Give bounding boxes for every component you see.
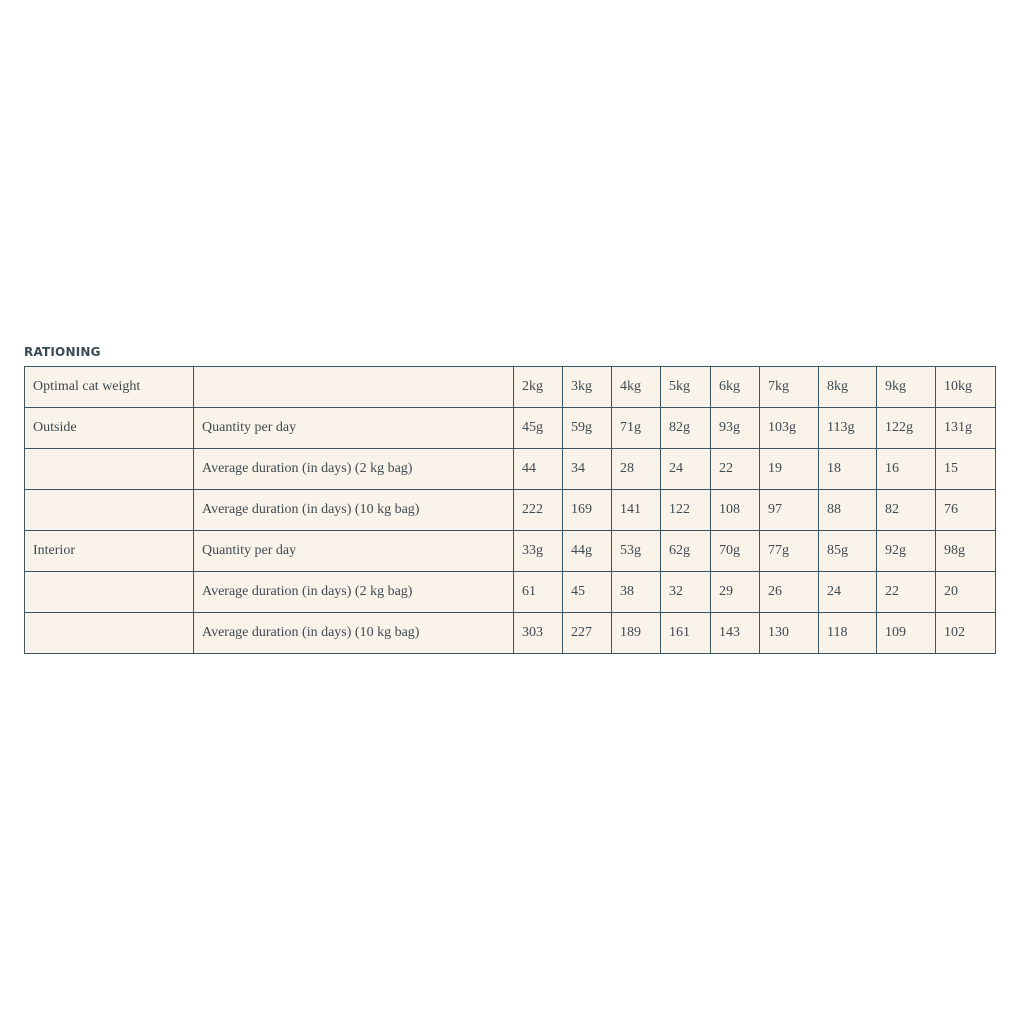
value-cell: 26 [760, 572, 819, 613]
value-cell: 22 [711, 449, 760, 490]
group-cell [25, 572, 194, 613]
header-row [25, 367, 996, 408]
value-cell: 143 [711, 613, 760, 654]
group-cell [25, 613, 194, 654]
value-cell: 303 [514, 613, 563, 654]
metric-cell: Average duration (in days) (2 kg bag) [194, 572, 514, 613]
value-cell: 131g [936, 408, 996, 449]
table-row [25, 490, 996, 531]
value-cell: 102 [936, 613, 996, 654]
value-cell: 15 [936, 449, 996, 490]
value-cell: 118 [819, 613, 877, 654]
group-cell: Outside [25, 408, 194, 449]
metric-cell: Average duration (in days) (10 kg bag) [194, 490, 514, 531]
metric-cell: Quantity per day [194, 408, 514, 449]
value-cell: 44 [514, 449, 563, 490]
value-cell: 122 [661, 490, 711, 531]
metric-cell: Quantity per day [194, 531, 514, 572]
weight-header: 5kg [661, 367, 711, 408]
value-cell: 22 [877, 572, 936, 613]
value-cell: 169 [563, 490, 612, 531]
weight-header: 7kg [760, 367, 819, 408]
value-cell: 161 [661, 613, 711, 654]
value-cell: 32 [661, 572, 711, 613]
value-cell: 77g [760, 531, 819, 572]
table-row [25, 408, 996, 449]
value-cell: 98g [936, 531, 996, 572]
value-cell: 141 [612, 490, 661, 531]
value-cell: 113g [819, 408, 877, 449]
value-cell: 227 [563, 613, 612, 654]
value-cell: 24 [661, 449, 711, 490]
weight-header: 9kg [877, 367, 936, 408]
value-cell: 189 [612, 613, 661, 654]
weight-header: 8kg [819, 367, 877, 408]
header-label: Optimal cat weight [25, 367, 194, 408]
value-cell: 109 [877, 613, 936, 654]
metric-cell: Average duration (in days) (10 kg bag) [194, 613, 514, 654]
value-cell: 45 [563, 572, 612, 613]
weight-header: 10kg [936, 367, 996, 408]
value-cell: 38 [612, 572, 661, 613]
weight-header: 3kg [563, 367, 612, 408]
value-cell: 85g [819, 531, 877, 572]
value-cell: 76 [936, 490, 996, 531]
header-sub-label [194, 367, 514, 408]
value-cell: 34 [563, 449, 612, 490]
weight-header: 4kg [612, 367, 661, 408]
table-row [25, 531, 996, 572]
rationing-table [24, 366, 996, 654]
value-cell: 18 [819, 449, 877, 490]
value-cell: 92g [877, 531, 936, 572]
value-cell: 16 [877, 449, 936, 490]
value-cell: 61 [514, 572, 563, 613]
value-cell: 122g [877, 408, 936, 449]
group-cell: Interior [25, 531, 194, 572]
value-cell: 71g [612, 408, 661, 449]
value-cell: 20 [936, 572, 996, 613]
metric-cell: Average duration (in days) (2 kg bag) [194, 449, 514, 490]
weight-header: 6kg [711, 367, 760, 408]
value-cell: 130 [760, 613, 819, 654]
value-cell: 62g [661, 531, 711, 572]
value-cell: 29 [711, 572, 760, 613]
section-title: RATIONING [24, 345, 101, 359]
value-cell: 28 [612, 449, 661, 490]
value-cell: 93g [711, 408, 760, 449]
value-cell: 88 [819, 490, 877, 531]
value-cell: 222 [514, 490, 563, 531]
value-cell: 45g [514, 408, 563, 449]
value-cell: 108 [711, 490, 760, 531]
value-cell: 82g [661, 408, 711, 449]
value-cell: 82 [877, 490, 936, 531]
value-cell: 19 [760, 449, 819, 490]
table-row [25, 613, 996, 654]
value-cell: 53g [612, 531, 661, 572]
value-cell: 24 [819, 572, 877, 613]
table-row [25, 572, 996, 613]
value-cell: 44g [563, 531, 612, 572]
value-cell: 33g [514, 531, 563, 572]
table-row [25, 449, 996, 490]
value-cell: 103g [760, 408, 819, 449]
weight-header: 2kg [514, 367, 563, 408]
value-cell: 97 [760, 490, 819, 531]
value-cell: 70g [711, 531, 760, 572]
group-cell [25, 449, 194, 490]
group-cell [25, 490, 194, 531]
value-cell: 59g [563, 408, 612, 449]
